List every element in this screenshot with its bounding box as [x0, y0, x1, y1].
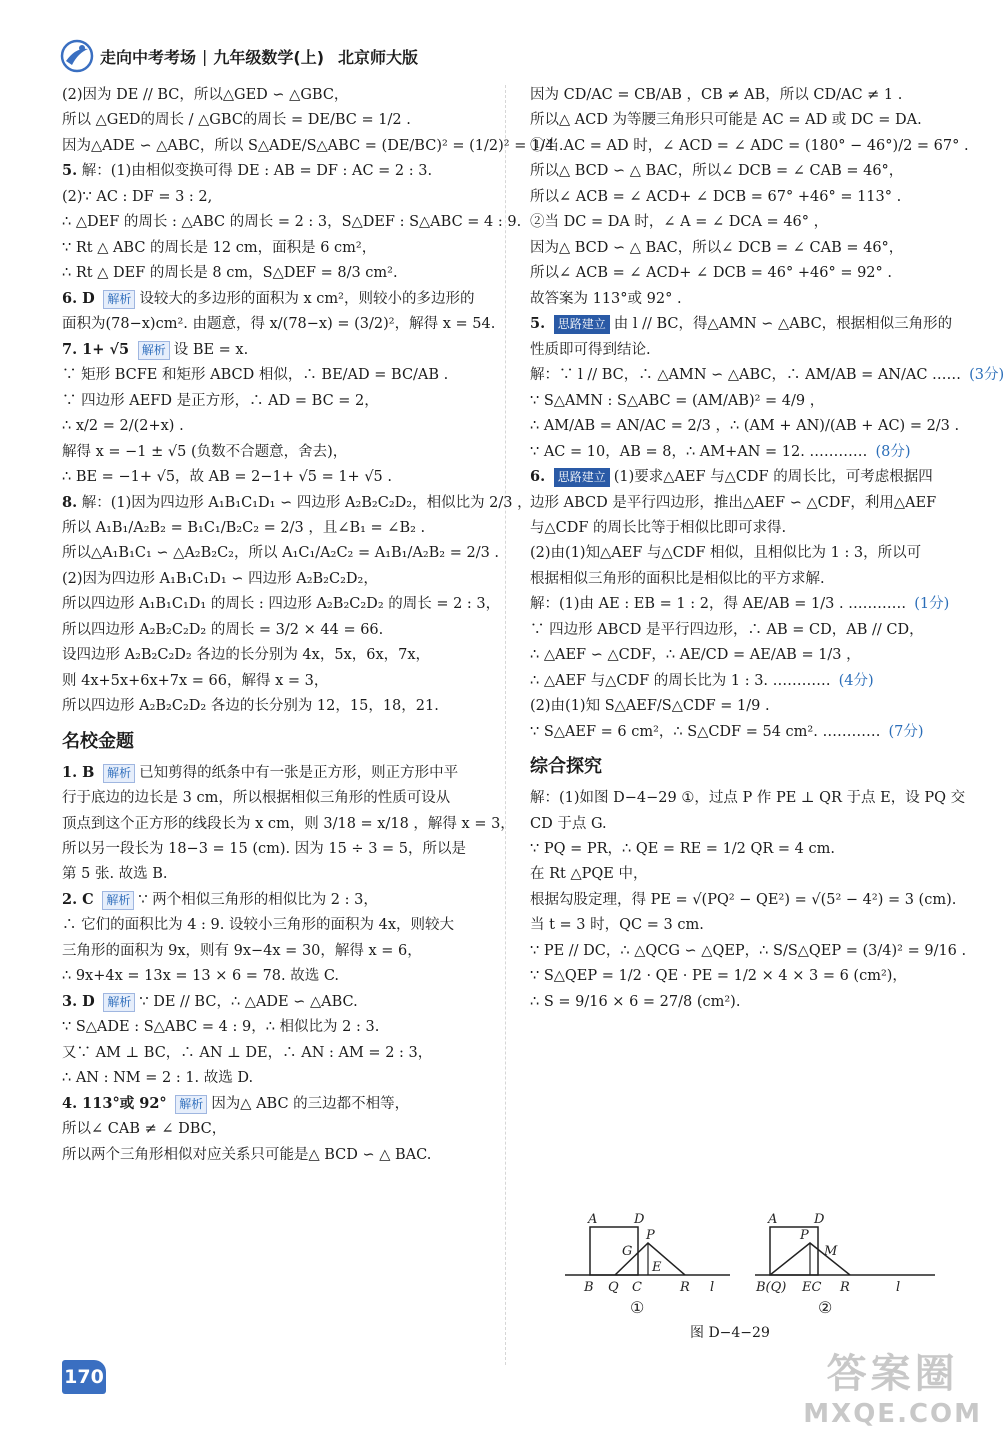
answer-line — [62, 1016, 492, 1038]
answer-text: ②当 DC = DA 时，∠ A = ∠ DCA = 46° ， — [530, 214, 829, 231]
answer-text: ∴ △DEF 的周长 : △ABC 的周长 = 2 : 3，S△DEF : S△ABC = 4 : 9. — [62, 214, 522, 231]
answer-text: 所以△A₁B₁C₁ ∽ △A₂B₂C₂，所以 A₁C₁/A₂C₂ = A₁B₁/A₂B₂ = 2/3 . — [62, 545, 500, 562]
score-marker: (1分) — [914, 596, 950, 613]
answer-text: 已知剪得的纸条中有一张是正方形，则正方形中平 — [139, 764, 459, 781]
answer-text: 设较大的多边形的面积为 x cm²，则较小的多边形的 — [139, 290, 475, 307]
answer-text: ∵ PQ = PR，∴ QE = RE = 1/2 QR = 4 cm. — [530, 841, 835, 858]
answer-text: 由 l // BC，得△AMN ∽ △ABC，根据相似三角形的 — [613, 316, 953, 333]
answer-text: 故答案为 113°或 92° . — [530, 290, 682, 307]
answer-text: 与△CDF 的周长比等于相似比即可求得. — [530, 519, 787, 536]
answer-line — [62, 593, 501, 615]
answer-text: 所以另一段长为 18−3 = 15 (cm). 因为 15 ÷ 3 = 5，所以是 — [62, 841, 467, 858]
answer-text: 三角形的面积为 9x，则有 9x−4x = 30，解得 x = 6， — [62, 942, 422, 959]
answer-line — [530, 991, 950, 1013]
section-title-mingxiao: 名校金题 — [62, 730, 134, 752]
answer-text: ∵ AC = 10，AB = 8，∴ AM+AN = 12. ………… — [530, 443, 868, 460]
fig2-label: D — [814, 1212, 825, 1227]
answer-text: ∵ 四边形 AEFD 是正方形，∴ AD = BC = 2， — [62, 392, 379, 409]
fig2-marker: ② — [818, 1298, 833, 1317]
answer-line — [62, 813, 515, 835]
answer-text: 因为△ADE ∽ △ABC，所以 S△ADE/S△ABC = (DE/BC)² = (1/2)² = 1/4 . — [62, 137, 564, 154]
answer-line — [530, 160, 950, 182]
answer-line — [530, 965, 950, 987]
answer-line — [530, 889, 957, 911]
question-number: 4. 113°或 92° — [62, 1094, 167, 1112]
answer-text: 第 5 张. 故选 B. — [62, 866, 168, 883]
fig1-label: P — [646, 1228, 655, 1243]
answer-text: ∴ 9x+4x = 13x = 13 × 6 = 78. 故选 C. — [62, 968, 340, 985]
answer-text: 又∵ AM ⊥ BC，∴ AN ⊥ DE，∴ AN : AM = 2 : 3， — [62, 1044, 433, 1061]
answer-line — [62, 364, 492, 386]
answer-line — [530, 914, 950, 936]
answer-text: 解：(1)由 AE : EB = 1 : 2，得 AE/AB = 1/3 . ………… — [530, 596, 907, 613]
answer-line — [62, 160, 492, 182]
answer-text: 设 BE = x. — [173, 341, 249, 358]
fig2-label: R — [840, 1280, 850, 1295]
question-number: 6. — [530, 468, 546, 486]
rect-abcd-2 — [770, 1227, 818, 1275]
question-number: 1. B — [62, 763, 95, 781]
edition-label: 北京师大版 — [338, 47, 419, 67]
answer-line — [530, 787, 966, 809]
fig1-label: G — [622, 1244, 633, 1259]
answer-text: (2)∵ AC : DF = 3 : 2, — [62, 188, 213, 205]
answer-line — [62, 914, 492, 936]
answer-line — [62, 863, 492, 885]
answer-text: ①当 AC = AD 时，∠ ACD = ∠ ADC = (180° − 46°)/2 = 67° . — [530, 137, 969, 154]
answer-line — [530, 262, 950, 284]
answer-text: 解：(1)因为四边形 A₁B₁C₁D₁ ∽ 四边形 A₂B₂C₂D₂，相似比为 2/3 ， — [81, 494, 532, 511]
answer-line — [62, 390, 492, 412]
answer-line — [62, 542, 500, 564]
answer-line — [62, 940, 492, 962]
answer-text: ∵ Rt △ ABC 的周长是 12 cm，面积是 6 cm²， — [62, 239, 377, 256]
answer-text: ∴ BE = −1+ √5，故 AB = 2−1+ √5 = 1+ √5 . — [62, 469, 393, 486]
score-marker: (4分) — [838, 672, 874, 689]
fig2-label: M — [824, 1244, 838, 1259]
answer-text: 解：(1)如图 D−4−29 ①，过点 P 作 PE ⊥ QR 于点 E，设 PQ 交 — [530, 790, 966, 807]
right-column — [530, 84, 1004, 1016]
answer-text: 在 Rt △PQE 中， — [530, 866, 648, 883]
answer-text: 根据相似三角形的面积比是相似比的平方求解. — [530, 570, 825, 587]
answer-text: 所以∠ ACB = ∠ ACD+ ∠ DCB = 46° +46° = 92° . — [530, 265, 893, 282]
answer-text: 因为 CD/AC = CB/AB ，CB ≠ AB，所以 CD/AC ≠ 1 . — [530, 87, 903, 103]
answer-text: 因为△ BCD ∽ △ BAC，所以∠ DCB = ∠ CAB = 46°， — [530, 239, 904, 256]
answer-text: 所以四边形 A₂B₂C₂D₂ 的周长 = 3/2 × 44 = 66. — [62, 621, 384, 638]
fig2-label: B(Q) — [756, 1280, 787, 1295]
analysis-tag: 解析 — [138, 341, 170, 360]
fig1-label: C — [632, 1280, 642, 1295]
answer-line — [62, 339, 492, 361]
brand-title: 走向中考考场 — [100, 47, 197, 67]
answer-line — [530, 695, 950, 717]
answer-line — [62, 1042, 492, 1064]
answer-text: (1)要求△AEF 与△CDF 的周长比，可考虑根据四 — [613, 469, 933, 486]
answer-line — [62, 109, 492, 131]
answer-line — [62, 1144, 492, 1166]
answer-line — [530, 313, 953, 335]
fig1-label: B — [584, 1280, 594, 1295]
question-number: 3. D — [62, 992, 95, 1010]
answer-line — [62, 991, 492, 1013]
answer-block-mingxiao — [62, 762, 515, 1167]
answer-line — [530, 940, 967, 962]
answer-text: 根据勾股定理，得 PE = √(PQ² − QE²) = √(5² − 4²) = 3 (cm). — [530, 891, 957, 908]
analysis-tag: 解析 — [102, 891, 134, 910]
answer-line — [530, 415, 960, 437]
figure-1 — [565, 1212, 730, 1317]
answer-line — [530, 593, 950, 615]
analysis-tag: 思路建立 — [554, 315, 610, 334]
answer-line — [530, 237, 950, 259]
answer-text: 当 t = 3 时，QC = 3 cm. — [530, 917, 704, 934]
answer-text: ∵ S△QEP = 1/2 · QE · PE = 1/2 × 4 × 3 = 6 (cm²)， — [530, 968, 907, 985]
answer-line — [62, 441, 492, 463]
fig1-marker: ① — [630, 1298, 645, 1317]
answer-text: ∴ x/2 = 2/(2+x) . — [62, 418, 184, 435]
answer-text: 所以四边形 A₂B₂C₂D₂ 各边的长分别为 12，15，18，21. — [62, 698, 439, 715]
analysis-tag: 解析 — [103, 290, 135, 309]
answer-line — [62, 762, 492, 784]
fig1-label: A — [588, 1212, 598, 1227]
column-divider — [505, 85, 506, 1365]
answer-block-right — [530, 84, 1004, 743]
answer-line — [62, 517, 492, 539]
answer-line — [530, 390, 950, 412]
answer-line — [62, 492, 532, 514]
watermark-line-2: MXQE.COM — [803, 1399, 982, 1429]
score-marker: (3分) — [969, 367, 1004, 384]
answer-text: ∵ S△AEF = 6 cm²，∴ S△CDF = 54 cm². ………… — [530, 723, 881, 740]
answer-text: 边形 ABCD 是平行四边形，推出△AEF ∽ △CDF，利用△AEF — [530, 494, 937, 511]
answer-line — [62, 211, 522, 233]
answer-text: 则 4x+5x+6x+7x = 66，解得 x = 3， — [62, 672, 329, 689]
answer-line — [62, 619, 492, 641]
answer-line — [530, 84, 950, 106]
answer-text: ∵ S△ADE : S△ABC = 4 : 9，∴ 相似比为 2 : 3. — [62, 1019, 380, 1036]
running-header: 走向中考考场 | 九年级数学(上) 北京师大版 — [60, 38, 418, 74]
answer-line — [530, 644, 950, 666]
fig1-label: R — [680, 1280, 690, 1295]
grade-label: 九年级数学(上) — [213, 47, 325, 67]
question-number: 7. 1+ √5 — [62, 340, 130, 358]
answer-text: 因为△ ABC 的三边都不相等， — [211, 1095, 410, 1112]
answer-line — [62, 889, 492, 911]
question-number: 6. D — [62, 289, 95, 307]
question-number: 5. — [62, 162, 78, 180]
answer-text: ∴ AN : NM = 2 : 1. 故选 D. — [62, 1070, 254, 1087]
answer-text: 所以两个三角形相似对应关系只可能是△ BCD ∽ △ BAC. — [62, 1146, 432, 1163]
answer-line — [62, 965, 492, 987]
answer-line — [530, 339, 950, 361]
answer-text: 解：(1)由相似变换可得 DE : AB = DF : AC = 2 : 3. — [81, 163, 433, 180]
fig2-label: A — [768, 1212, 778, 1227]
answer-line — [62, 186, 492, 208]
answer-text: 所以∠ ACB = ∠ ACD+ ∠ DCB = 67° +46° = 113° . — [530, 188, 902, 205]
answer-line — [62, 262, 492, 284]
answer-line — [530, 492, 950, 514]
fig1-label: E — [652, 1260, 662, 1275]
answer-text: 所以△ ACD 为等腰三角形只可能是 AC = AD 或 DC = DA. — [530, 112, 922, 129]
answer-text: (2)因为四边形 A₁B₁C₁D₁ ∽ 四边形 A₂B₂C₂D₂， — [62, 570, 378, 587]
figure-caption: 图 D−4−29 — [690, 1325, 770, 1341]
answer-line — [62, 1093, 492, 1115]
fig2-label: EC — [802, 1280, 822, 1295]
answer-text: 所以 △GED的周长 / △GBC的周长 = DE/BC = 1/2 . — [62, 112, 411, 129]
answer-line — [62, 1118, 492, 1140]
page-number: 170 — [62, 1360, 106, 1394]
fig2-label: l — [896, 1280, 901, 1295]
analysis-tag: 解析 — [175, 1095, 207, 1114]
answer-block-left — [62, 84, 564, 718]
question-number: 2. C — [62, 890, 94, 908]
answer-line — [62, 135, 564, 157]
answer-line — [62, 288, 492, 310]
answer-line — [530, 838, 950, 860]
swoosh-logo-icon — [60, 39, 94, 73]
answer-text: ∵ 矩形 BCFE 和矩形 ABCD 相似，∴ BE/AD = BC/AB . — [62, 367, 449, 384]
answer-line — [530, 670, 950, 692]
answer-text: 行于底边的边长是 3 cm，所以根据相似三角形的性质可设从 — [62, 790, 451, 807]
answer-line — [62, 644, 492, 666]
answer-line — [530, 186, 950, 208]
score-marker: (7分) — [888, 723, 924, 740]
answer-text: ∴ 它们的面积比为 4 : 9. 设较小三角形的面积为 4x，则较大 — [62, 917, 455, 934]
answer-line — [530, 211, 950, 233]
answer-text: 所以△ BCD ∽ △ BAC，所以∠ DCB = ∠ CAB = 46°， — [530, 163, 904, 180]
answer-text: ∴ Rt △ DEF 的周长是 8 cm，S△DEF = 8/3 cm². — [62, 265, 398, 282]
answer-text: 设四边形 A₂B₂C₂D₂ 各边的长分别为 4x，5x，6x，7x， — [62, 647, 431, 664]
answer-line — [530, 109, 950, 131]
question-number: 8. — [62, 493, 78, 511]
answer-text: ∵ PE // DC，∴ △QCG ∽ △QEP，∴ S/S△QEP = (3/4)² = 9/16 . — [530, 942, 967, 959]
answer-text: 所以 A₁B₁/A₂B₂ = B₁C₁/B₂C₂ = 2/3 ，且∠B₁ = ∠B₂ . — [62, 519, 426, 536]
watermark-line-1: 答案圈 — [826, 1351, 959, 1397]
answer-line — [530, 619, 950, 641]
answer-line — [62, 415, 492, 437]
answer-text: 解：∵ l // BC，∴ △AMN ∽ △ABC，∴ AM/AB = AN/AC …… — [530, 367, 962, 384]
answer-line — [530, 542, 950, 564]
answer-text: ∴ AM/AB = AN/AC = 2/3 ，∴ (AM + AN)/(AB + AC) = 2/3 . — [530, 418, 960, 435]
answer-text: ∵ DE // BC，∴ △ADE ∽ △ABC. — [139, 993, 358, 1010]
answer-line — [62, 1067, 492, 1089]
answer-line — [62, 313, 496, 335]
section-title-zonghe: 综合探究 — [530, 756, 602, 778]
answer-line — [530, 135, 969, 157]
answer-line — [62, 84, 492, 106]
answer-line — [530, 288, 950, 310]
answer-text: (2)因为 DE // BC，所以△GED ∽ △GBC， — [62, 87, 349, 103]
answer-line — [62, 787, 492, 809]
answer-text: 性质即可得到结论. — [530, 341, 651, 358]
score-marker: (8分) — [875, 443, 911, 460]
figure-2 — [755, 1212, 935, 1317]
answer-text: ∵ 四边形 ABCD 是平行四边形，∴ AB = CD，AB // CD， — [530, 621, 924, 638]
answer-line — [62, 838, 492, 860]
watermark — [803, 1342, 982, 1429]
answer-block-zonghe — [530, 787, 967, 1013]
answer-text: 所以∠ CAB ≠ ∠ DBC， — [62, 1121, 227, 1138]
answer-line — [62, 695, 492, 717]
answer-text: CD 于点 G. — [530, 815, 607, 832]
question-number: 5. — [530, 315, 546, 333]
answer-text: 所以四边形 A₁B₁C₁D₁ 的周长 : 四边形 A₂B₂C₂D₂ 的周长 = 2 : 3， — [62, 596, 501, 613]
answer-text: ∴ △AEF 与△CDF 的周长比为 1 : 3. ………… — [530, 672, 831, 689]
answer-text: ∴ △AEF ∽ △CDF，∴ AE/CD = AE/AB = 1/3 ， — [530, 647, 861, 664]
answer-text: 顶点到这个正方形的线段长为 x cm，则 3/18 = x/18 ，解得 x = 3， — [62, 815, 515, 832]
answer-line — [530, 466, 950, 488]
answer-text: ∵ S△AMN : S△ABC = (AM/AB)² = 4/9 ， — [530, 392, 825, 409]
analysis-tag: 解析 — [103, 764, 135, 783]
answer-line — [62, 568, 492, 590]
answer-line — [62, 670, 492, 692]
answer-line — [530, 568, 950, 590]
answer-text: ∵ 两个相似三角形的相似比为 2 : 3， — [138, 891, 378, 908]
analysis-tag: 解析 — [103, 993, 135, 1012]
answer-line — [62, 466, 492, 488]
analysis-tag: 思路建立 — [554, 468, 610, 487]
answer-line — [530, 364, 1004, 386]
answer-text: 面积为(78−x)cm². 由题意，得 x/(78−x) = (3/2)²，解得 x = 54. — [62, 316, 496, 333]
fig1-label: l — [710, 1280, 715, 1295]
fig1-label: Q — [608, 1280, 619, 1295]
answer-line — [530, 441, 950, 463]
answer-line — [530, 721, 950, 743]
left-column — [62, 84, 564, 1169]
answer-text: 解得 x = −1 ± √5 (负数不合题意，舍去)， — [62, 443, 348, 460]
answer-line — [62, 237, 492, 259]
answer-line — [530, 517, 950, 539]
fig2-label: P — [800, 1228, 809, 1243]
answer-text: ∴ S = 9/16 × 6 = 27/8 (cm²). — [530, 993, 741, 1010]
answer-text: (2)由(1)知 S△AEF/S△CDF = 1/9 . — [530, 698, 770, 715]
fig1-label: D — [634, 1212, 645, 1227]
answer-line — [530, 813, 950, 835]
answer-line — [530, 863, 950, 885]
answer-text: (2)由(1)知△AEF 与△CDF 相似，且相似比为 1 : 3，所以可 — [530, 545, 922, 562]
